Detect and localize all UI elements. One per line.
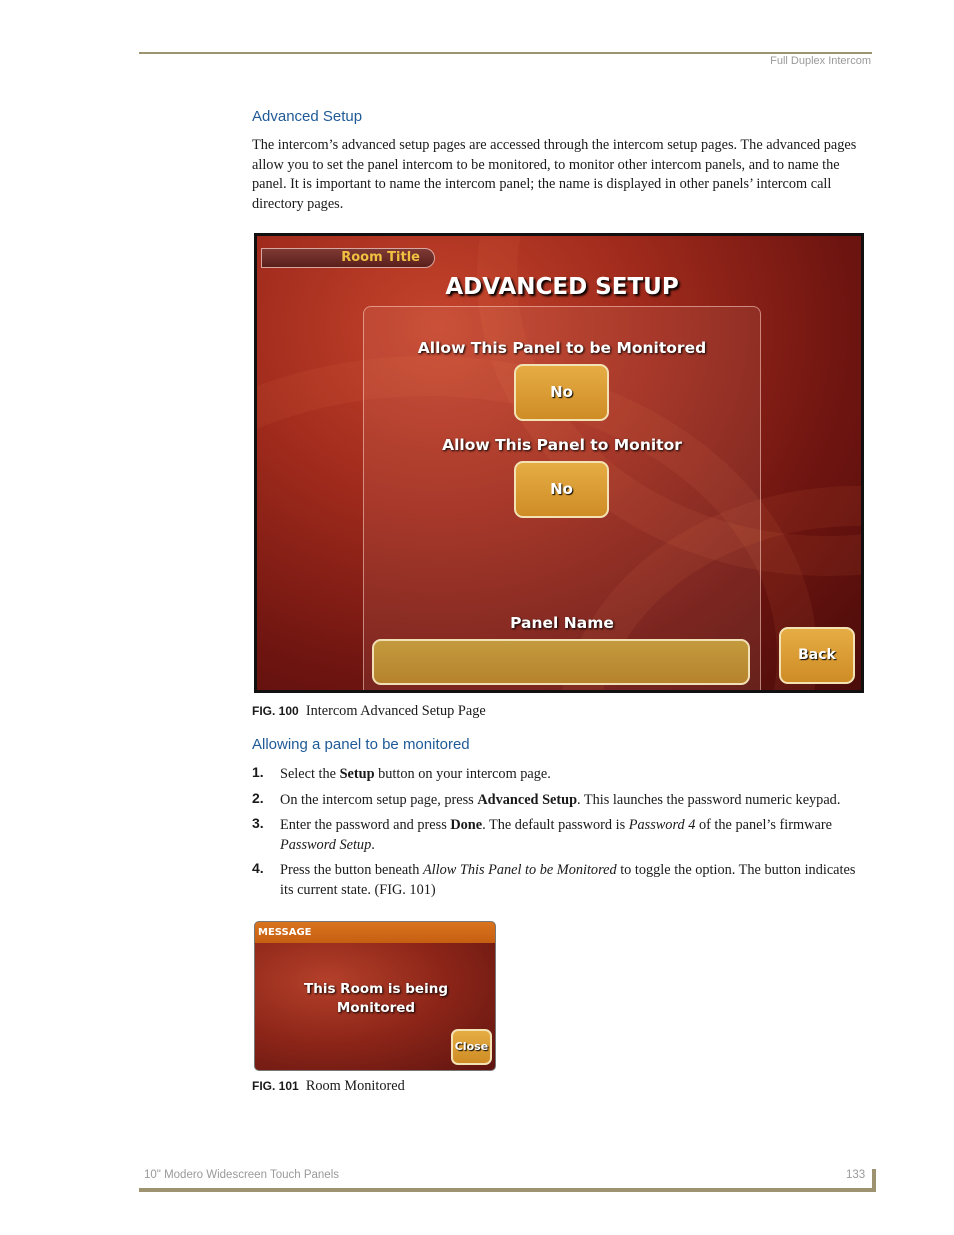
step-text: On the intercom setup page, press Advanced Setup. This launches the password numeric keypad. (280, 792, 841, 808)
step-text: Press the button beneath Allow This Panel to be Monitored to toggle the option. The button indicates its current state. (FIG. 101) (280, 862, 856, 898)
message-title-bar: MESSAGE (255, 922, 496, 943)
monitored-message: This Room is being Monitored (304, 981, 448, 1016)
chapter-title: Full Duplex Intercom (770, 55, 871, 67)
screen-title: ADVANCED SETUP (445, 274, 679, 300)
panel-name-field[interactable] (372, 639, 750, 685)
allow-monitor-toggle-button[interactable]: No (514, 461, 609, 518)
footer-rule (139, 1188, 872, 1192)
manual-title: 10" Modero Widescreen Touch Panels (144, 1169, 340, 1181)
section-heading-allowing-monitored: Allowing a panel to be monitored (252, 736, 470, 753)
header-rule (139, 52, 872, 54)
room-monitored-screenshot (254, 921, 496, 1071)
figure-101-title: Room Monitored (305, 1078, 405, 1094)
step-text: Enter the password and press Done. The default password is Password 4 of the panel’s firmware Password Setup. (280, 817, 832, 853)
figure-100-caption (252, 703, 486, 720)
close-button[interactable]: Close (451, 1029, 492, 1065)
figure-101-caption (252, 1078, 405, 1095)
intro-paragraph: The intercom’s advanced setup pages are accessed through the intercom setup pages. The advanced pages allow you to set the panel intercom to be monitored, to monitor other intercom panels, and to name the panel. It is important to name the intercom panel; the name is displayed in other panels’ intercom call directory pages. (252, 137, 857, 212)
room-title-button[interactable]: Room Title (261, 248, 435, 268)
back-button[interactable]: Back (779, 627, 855, 684)
step-number: 4. (252, 860, 264, 876)
monitored-label: Allow This Panel to be Monitored (417, 339, 707, 357)
advanced-setup-screenshot (254, 233, 864, 693)
figure-101-number: FIG. 101 (252, 1079, 299, 1093)
page-number: 133 (846, 1169, 866, 1181)
panel-name-label: Panel Name (510, 614, 614, 632)
section-heading-advanced-setup: Advanced Setup (252, 108, 363, 125)
step-number: 2. (252, 790, 264, 806)
step-text: Select the Setup button on your intercom page. (280, 766, 551, 782)
footer-tick (872, 1169, 876, 1192)
allow-monitored-toggle-button[interactable]: No (514, 364, 609, 421)
figure-100-title: Intercom Advanced Setup Page (305, 703, 486, 719)
monitor-label: Allow This Panel to Monitor (442, 436, 682, 454)
figure-100-number: FIG. 100 (252, 704, 299, 718)
step-number: 1. (252, 764, 264, 780)
step-number: 3. (252, 815, 264, 831)
